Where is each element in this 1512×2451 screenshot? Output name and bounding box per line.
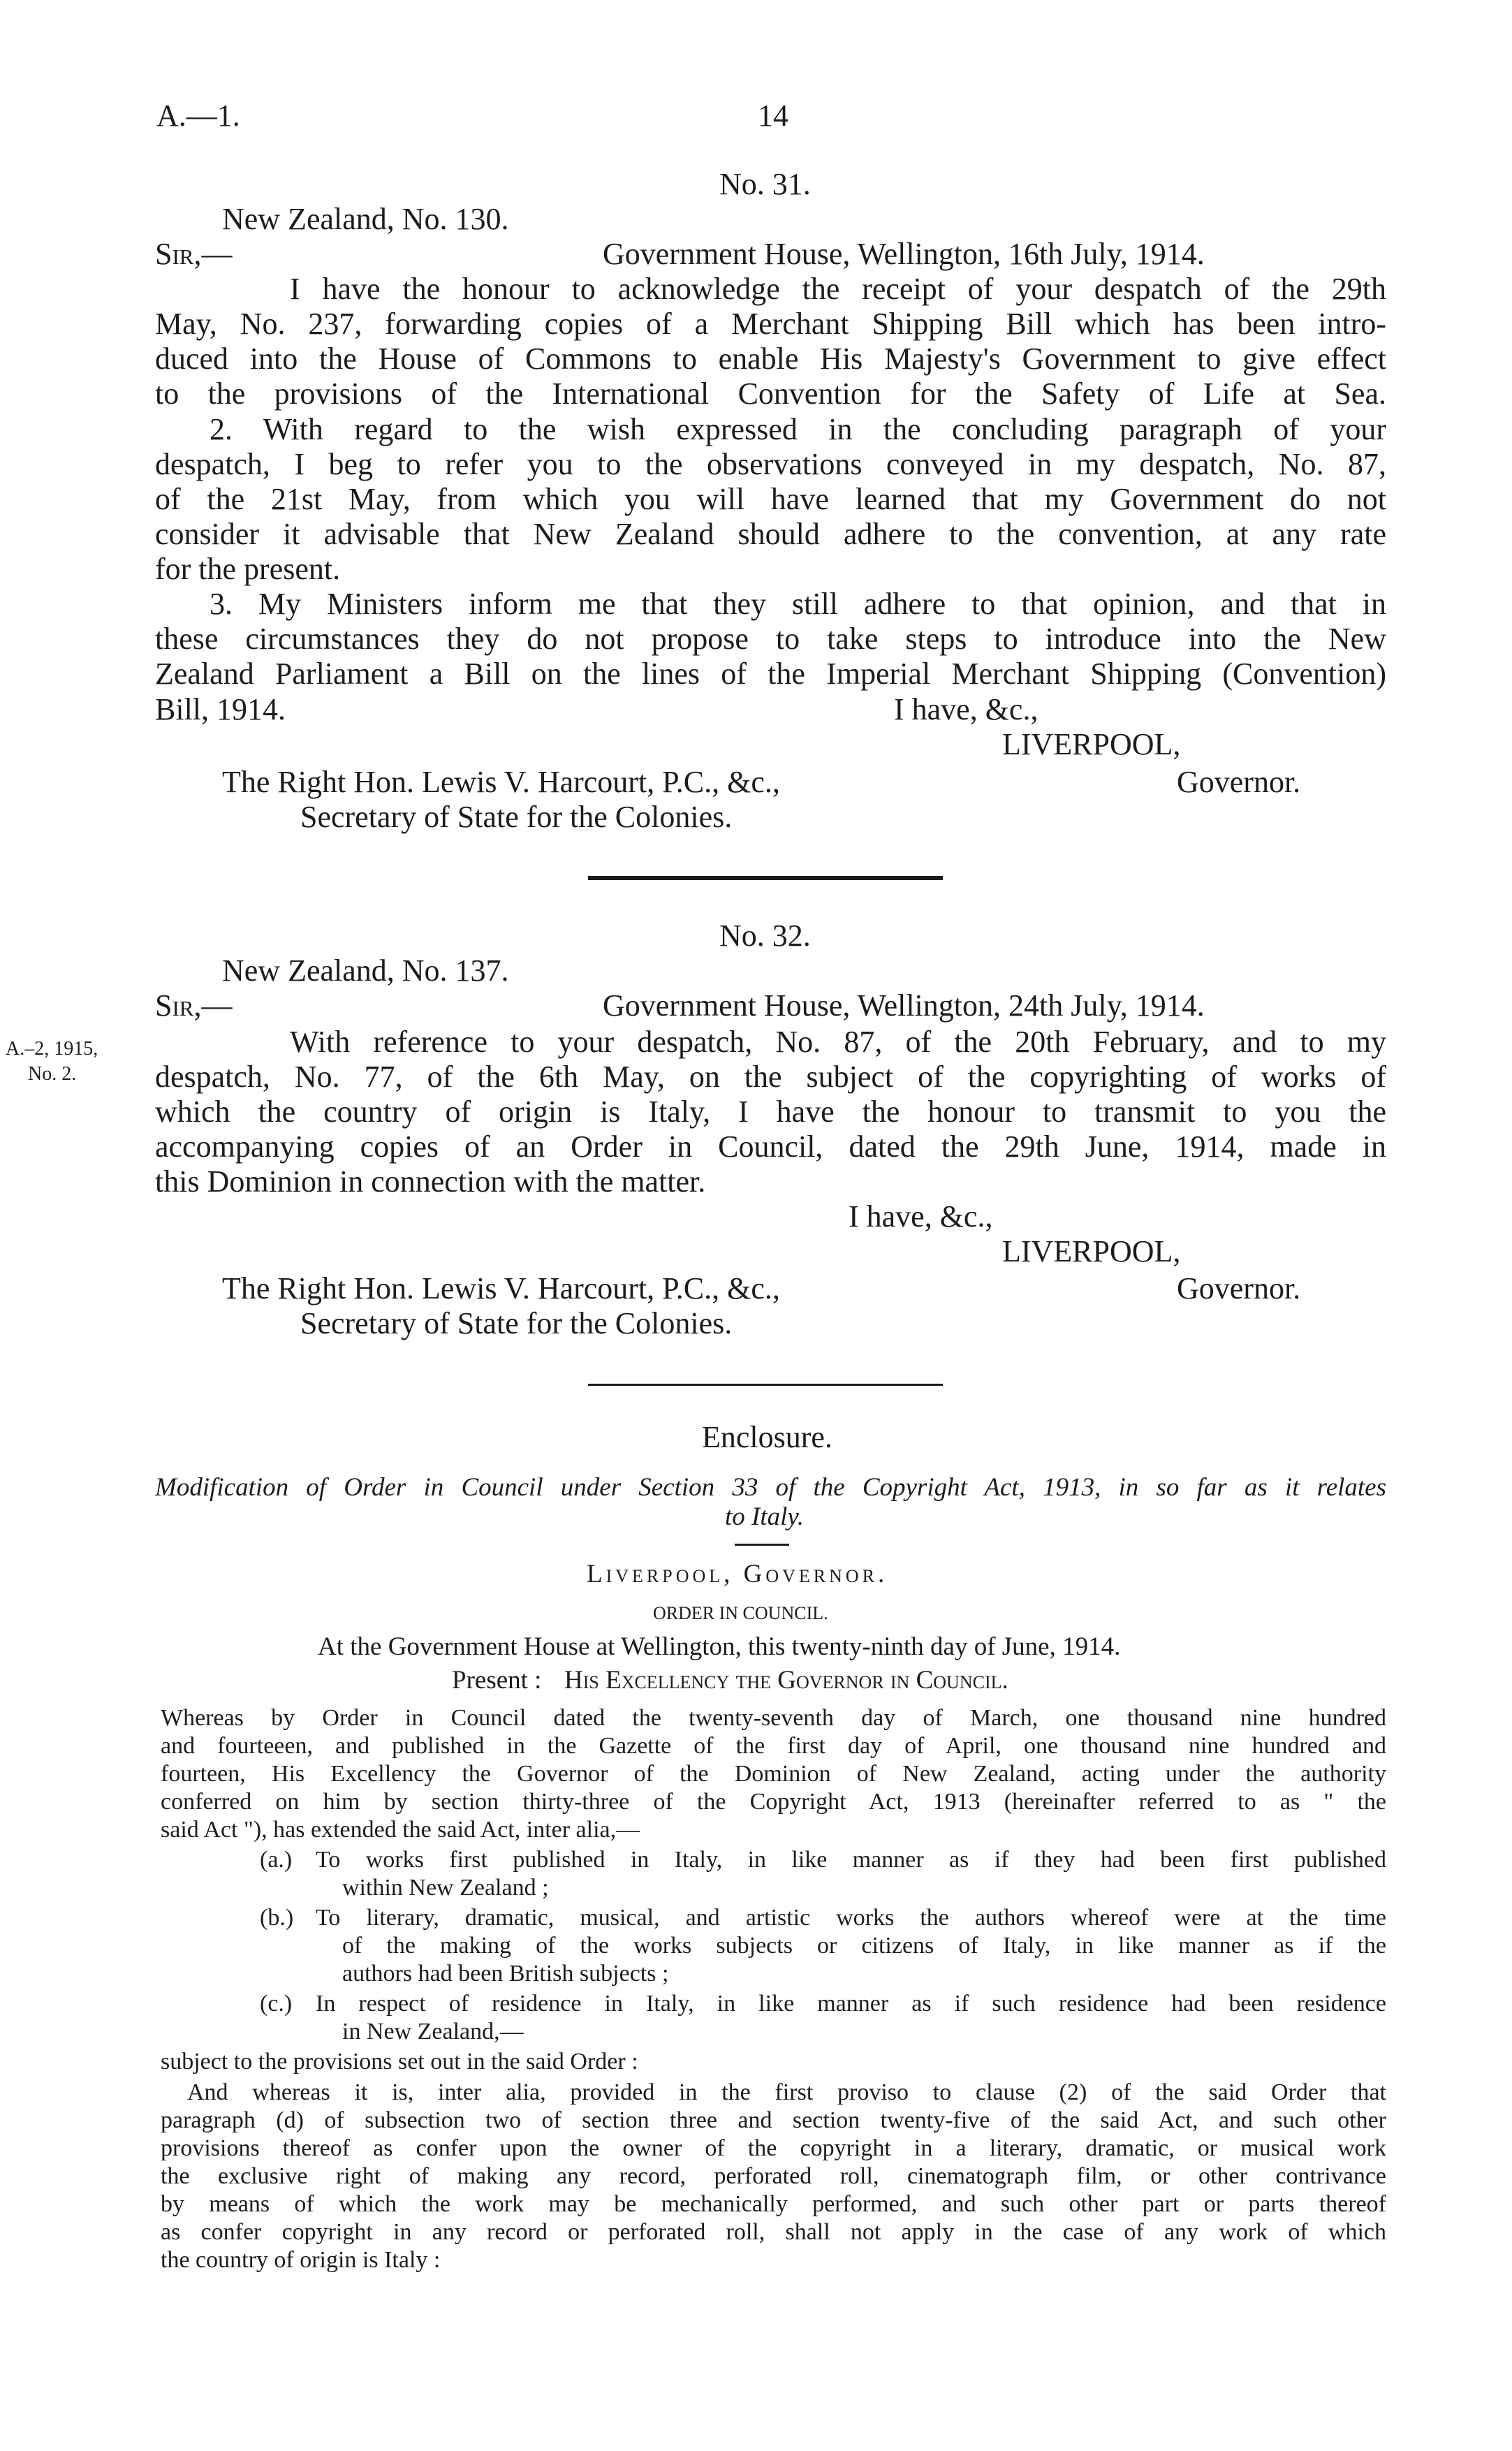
body-line: this Dominion in connection with the matter.	[155, 1164, 706, 1199]
body-line: to the provisions of the International Convention for the Safety of Life at Sea.	[155, 376, 1386, 411]
body-line: which the country of origin is Italy, I have the honour to transmit to you the	[155, 1095, 1386, 1129]
item-line: within New Zealand ;	[342, 1875, 549, 1901]
item-line: of the making of the works subjects or citizens of Italy, in like manner as if the	[342, 1933, 1386, 1959]
final-line: paragraph (d) of subsection two of section three and section twenty-five of the said Act, and such other	[161, 2107, 1386, 2133]
short-divider	[735, 1544, 789, 1546]
body-line: May, No. 237, forwarding copies of a Merchant Shipping Bill which has been intro-	[155, 307, 1386, 341]
nz-despatch-number: New Zealand, No. 130.	[222, 202, 509, 236]
governor-line: Liverpool, Governor.	[587, 1560, 888, 1588]
signer-title: Governor.	[1177, 1271, 1301, 1305]
body-line: duced into the House of Commons to enable His Majesty's Government to give effect	[155, 342, 1386, 376]
enclosure-heading: Enclosure.	[702, 1420, 832, 1454]
page-reference: A.—1.	[156, 98, 240, 133]
signature: LIVERPOOL,	[1002, 727, 1181, 761]
order-place: At the Government House at Wellington, this twenty-ninth day of June, 1914.	[318, 1632, 1121, 1661]
enclosure-subtitle: to Italy.	[725, 1502, 805, 1531]
body-line: With reference to your despatch, No. 87, of the 20th February, and to my	[290, 1025, 1386, 1059]
whereas-line: fourteen, His Excellency the Governor of the Dominion of New Zealand, acting under the authority	[161, 1761, 1386, 1787]
salutation: Sir,—	[155, 237, 233, 271]
body-line: Zealand Parliament a Bill on the lines of the Imperial Merchant Shipping (Convention)	[155, 657, 1386, 691]
present-label: Present :	[452, 1666, 542, 1695]
whereas-line: and fourteeen, and published in the Gazette of the first day of April, one thousand nine hundred and	[161, 1733, 1386, 1759]
subject-line: subject to the provisions set out in the said Order :	[161, 2049, 638, 2075]
body-line: of the 21st May, from which you will have learned that my Government do not	[155, 482, 1386, 516]
page-number: 14	[758, 98, 788, 133]
item-label: (a.)	[260, 1847, 293, 1873]
body-line: these circumstances they do not propose to take steps to introduce into the New	[155, 622, 1386, 656]
whereas-line: said Act "), has extended the said Act, inter alia,—	[161, 1817, 640, 1843]
body-line: for the present.	[155, 552, 341, 586]
order-heading: ORDER IN COUNCIL.	[653, 1603, 828, 1623]
section-divider	[588, 1384, 943, 1386]
signer-title: Governor.	[1177, 765, 1301, 799]
despatch-address: Government House, Wellington, 24th July, 1914.	[603, 988, 1205, 1023]
nz-despatch-number: New Zealand, No. 137.	[222, 953, 509, 988]
addressee-title: Secretary of State for the Colonies.	[300, 1306, 733, 1340]
body-line: accompanying copies of an Order in Council, dated the 29th June, 1914, made in	[155, 1129, 1386, 1164]
margin-note: No. 2.	[28, 1063, 77, 1085]
final-line: provisions thereof as confer upon the owner of the copyright in a literary, dramatic, or musical work	[161, 2135, 1386, 2161]
despatch-number: No. 31.	[719, 167, 811, 201]
item-line: authors had been British subjects ;	[342, 1961, 669, 1987]
final-line: the exclusive right of making any record, perforated roll, cinematograph film, or other contrivance	[161, 2163, 1386, 2189]
salutation: Sir,—	[155, 988, 233, 1023]
body-line: consider it advisable that New Zealand should adhere to the convention, at any rate	[155, 517, 1386, 551]
body-line: 2. With regard to the wish expressed in the concluding paragraph of your	[210, 412, 1386, 446]
item-line: To works first published in Italy, in like manner as if they had been first published	[316, 1847, 1386, 1873]
item-label: (c.)	[260, 1991, 293, 2017]
body-line: despatch, I beg to refer you to the observations conveyed in my despatch, No. 87,	[155, 447, 1386, 481]
closing: I have, &c.,	[894, 692, 1038, 726]
addressee: The Right Hon. Lewis V. Harcourt, P.C., &c.,	[222, 765, 780, 799]
item-line: in New Zealand,—	[342, 2019, 524, 2044]
body-line: Bill, 1914.	[155, 692, 286, 726]
final-line: And whereas it is, inter alia, provided in the first proviso to clause (2) of the said Order that	[187, 2079, 1386, 2105]
enclosure-subtitle: Modification of Order in Council under Section 33 of the Copyright Act, 1913, in so far as it relates	[155, 1473, 1386, 1502]
item-label: (b.)	[260, 1905, 294, 1931]
item-line: To literary, dramatic, musical, and artistic works the authors whereof were at the time	[316, 1905, 1386, 1931]
final-line: by means of which the work may be mechanically performed, and such other part or parts thereof	[161, 2191, 1386, 2217]
addressee: The Right Hon. Lewis V. Harcourt, P.C., &c.,	[222, 1271, 780, 1305]
despatch-number: No. 32.	[719, 919, 811, 953]
item-line: In respect of residence in Italy, in like manner as if such residence had been residence	[316, 1991, 1386, 2017]
body-line: 3. My Ministers inform me that they still adhere to that opinion, and that in	[210, 587, 1386, 621]
despatch-address: Government House, Wellington, 16th July, 1914.	[603, 237, 1205, 271]
present-value: His Excellency the Governor in Council.	[564, 1666, 1008, 1695]
body-line: despatch, No. 77, of the 6th May, on the subject of the copyrighting of works of	[155, 1060, 1386, 1094]
whereas-line: Whereas by Order in Council dated the twenty-seventh day of March, one thousand nine hundred	[161, 1705, 1386, 1731]
closing: I have, &c.,	[849, 1199, 993, 1234]
signature: LIVERPOOL,	[1002, 1234, 1181, 1268]
body-line: I have the honour to acknowledge the receipt of your despatch of the 29th	[290, 272, 1386, 306]
margin-note: A.–2, 1915,	[6, 1038, 98, 1060]
whereas-line: conferred on him by section thirty-three of the Copyright Act, 1913 (hereinafter referred to as " the	[161, 1789, 1386, 1815]
final-line: as confer copyright in any record or perforated roll, shall not apply in the case of any work of which	[161, 2219, 1386, 2245]
addressee-title: Secretary of State for the Colonies.	[300, 800, 733, 834]
final-line: the country of origin is Italy :	[161, 2247, 441, 2273]
section-divider	[588, 876, 943, 880]
